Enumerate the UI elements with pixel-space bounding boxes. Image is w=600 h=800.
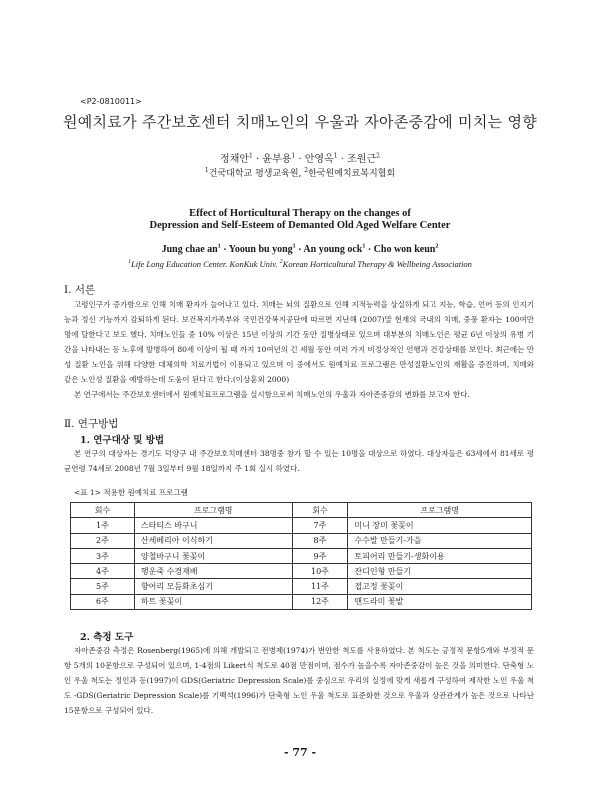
affiliation-sup: 1 <box>204 167 209 174</box>
table-cell: 9주 <box>292 548 348 563</box>
table-cell: 하트 꽃꽂이 <box>134 594 292 609</box>
table-cell: 5주 <box>71 579 135 594</box>
affiliation-sup: 1 <box>128 259 132 266</box>
title-korean: 원예치료가 주간보호센터 치매노인의 우울과 자아존중감에 미치는 영향 <box>62 113 538 131</box>
subjects-text <box>64 446 534 476</box>
table-cell: 7주 <box>292 518 348 533</box>
table-row <box>71 518 532 533</box>
table-header-cell: 회수 <box>292 503 348 518</box>
title-english <box>0 208 600 232</box>
table-cell: 잔디인형 만들기 <box>348 564 532 579</box>
measures-paragraph: 자아존중감 측정은 Rosenberg(1965)에 의해 개발되고 전병제(1974)가 번안한 척도를 사용하였다. 본 척도는 긍정적 문항5개와 부정적 문항 5개의 10문항으로 구성되어 있으며, 1-4점의 Likert식 척도로 40점 만점이며, 점수가 높을수록 자아존중감이 높은 것을 의미한다. 단축형 노인 우울 척도는 정인과 등(1997)이 GDS(Geriatric Depression Scale)를 중심으로 우리의 실정에 맞게 새롭게 구성하여 제작한 노인 우울 척도 -GDS(Geriatric Depression Scale)를 기백석(1996)가 단축형 노인 우울 척도로 표준화한 것으로 우울과 상관관계가 높은 것으로 나타난 15문항으로 구성되어 있다. <box>64 646 534 715</box>
table-cell: 8주 <box>292 533 348 548</box>
table-cell: 미니 장미 꽃꽂이 <box>348 518 532 533</box>
author-name-text: 윤부용 <box>262 154 292 165</box>
affiliation-text: Life Long Education Center. KonKuk Univ. <box>131 259 280 269</box>
author-name <box>303 244 365 255</box>
table-cell: 향어리 모듬화초심기 <box>134 579 292 594</box>
affiliation-sup: 2 <box>279 259 283 266</box>
authors-english <box>0 244 600 255</box>
author-name-sup: 1 <box>217 244 221 250</box>
table-cell: 맨드라미 꽃밭 <box>348 594 532 609</box>
section-heading-methods: Ⅱ. 연구방법 <box>64 418 119 430</box>
page-number: - 77 - <box>283 746 317 759</box>
table-row <box>71 533 532 548</box>
table-cell: 산세베리아 이식하기 <box>134 533 292 548</box>
measures-text <box>64 643 534 718</box>
intro-paragraph: 본 연구에서는 주간보호센터에서 원예치료프로그램을 실시함으로써 치매노인의 우울과 자아존중감의 변화를 보고자 한다. <box>74 390 470 399</box>
table-cell: 접고정 꽃꽂이 <box>348 579 532 594</box>
subjects-paragraph: 본 연구의 대상자는 경기도 덕양구 내 주간보호치매센터 38명중 참가 할 수 있는 10명을 대상으로 하였다. 대상자들은 63세에서 81세로 평균연령 74세로 2008년 7월 3일부터 9월 18일까지 주 1회 실시 하였다. <box>64 449 534 473</box>
author-name-text: 조원근 <box>347 154 377 165</box>
author-name-sup: 1 <box>333 152 338 160</box>
intro-paragraph: 고령인구가 증가함으로 인해 치매 환자가 늘어나고 있다. 치매는 뇌의 질환으로 인해 지적능력을 상실하게 되고 지능, 학습, 언어 등의 인지기능과 정신 기능까지 감퇴하게 된다. 보건복지가족부와 국민건강복지공단에 따르면 지난해 (2007)말 현재의 국내의 치매, 중풍 환자는 100여만명에 달한다고 보도 했다. 치매노인들 중 10% 이상은 15년 이상의 기간 동안 질병상태로 있으며 대부분의 치매노인은 평균 6년 이상의 유병 기간을 나타내는 등 노후에 발병하여 80세 이상이 될 때 까지 10여년의 긴 세월 동안 여러 가지 비정상적인 언행과 건강상태를 보인다. 최근에는 만성 질환 노인을 위해 다양한 대체의학 치료기법이 이용되고 있으며 이 중에서도 원예치료 프로그램은 만성질환노인의 재활을 증진하며, 치매와 같은 노인성 질환을 예방하는데 도움이 된다고 한다.(이상훈외 2000) <box>64 300 535 384</box>
table-cell: 1주 <box>71 518 135 533</box>
table-cell: 스타티스 바구니 <box>134 518 292 533</box>
author-name-text: An young ock <box>303 244 363 256</box>
author-name-sup: 2 <box>376 152 380 160</box>
author-name <box>305 154 338 165</box>
table-header-cell: 프로그램명 <box>134 503 292 518</box>
author-name-text: 안영옥 <box>304 154 334 165</box>
table-cell: 11주 <box>292 579 348 594</box>
author-name-sup: 1 <box>292 244 296 250</box>
author-name-sup: 1 <box>291 152 296 160</box>
affiliations-korean <box>0 166 600 179</box>
author-separator: · <box>365 244 374 256</box>
author-separator: · <box>295 244 304 256</box>
presentation-code: <P2-0810011> <box>80 97 142 106</box>
title-english-line1: Effect of Horticultural Therapy on the changes of <box>189 208 411 219</box>
intro-text <box>64 297 534 402</box>
table-caption: <표 1> 적용한 원예치료 프로그램 <box>74 488 188 497</box>
author-name <box>262 154 295 165</box>
title-english-line2: Depression and Self-Esteem of Demanted Old Aged Welfare Center <box>149 220 451 231</box>
table-row <box>71 579 532 594</box>
section-heading-intro: Ⅰ. 서론 <box>64 284 96 296</box>
affiliation-text: Korean Horticultural Therapy & Wellbeing Association <box>282 259 472 269</box>
author-name-sup: 1 <box>362 244 366 250</box>
table-cell: 양철바구니 꽃꽂이 <box>134 548 292 563</box>
table-cell: 4주 <box>71 564 135 579</box>
author-name <box>162 244 221 255</box>
affiliations-english <box>0 259 600 269</box>
author-name <box>374 244 439 255</box>
program-table <box>70 502 532 610</box>
affiliation-text: 한국원예치료복지협회 <box>308 169 396 179</box>
table-cell: 2주 <box>71 533 135 548</box>
author-separator: · <box>295 154 305 165</box>
table-cell: 토피어리 만들기-생화이용 <box>348 548 532 563</box>
author-name <box>229 244 296 255</box>
table-cell: 10주 <box>292 564 348 579</box>
author-name-text: Jung chae an <box>161 244 218 256</box>
table-header-cell: 프로그램명 <box>348 503 532 518</box>
author-name-text: Yooun bu yong <box>228 244 293 256</box>
author-name-text: 정채안 <box>220 154 250 165</box>
author-name-sup: 1 <box>249 152 253 160</box>
author-name <box>220 154 253 165</box>
table-header-cell: 회수 <box>71 503 135 518</box>
table-row <box>71 564 532 579</box>
table-cell: 6주 <box>71 594 135 609</box>
affiliation-text: 건국대학교 평생교육원, <box>208 169 305 179</box>
table-row <box>71 594 532 609</box>
table-cell: 12주 <box>292 594 348 609</box>
author-name <box>347 154 380 165</box>
affiliation-sup: 2 <box>304 167 309 174</box>
author-name-sup: 2 <box>435 244 439 250</box>
table-header-row <box>71 503 532 518</box>
table-row <box>71 548 532 563</box>
author-separator: · <box>220 244 229 256</box>
author-name-text: Cho won keun <box>373 244 436 256</box>
subsection-heading-subjects: 1. 연구대상 및 방법 <box>80 435 165 446</box>
author-separator: · <box>337 154 348 165</box>
table-cell: 행운죽 수경재배 <box>134 564 292 579</box>
table-cell: 수수발 만들기-가을 <box>348 533 532 548</box>
subsection-heading-measures: 2. 측정 도구 <box>80 632 134 643</box>
author-separator: · <box>252 154 263 165</box>
table-cell: 3주 <box>71 548 135 563</box>
authors-korean <box>0 150 600 165</box>
